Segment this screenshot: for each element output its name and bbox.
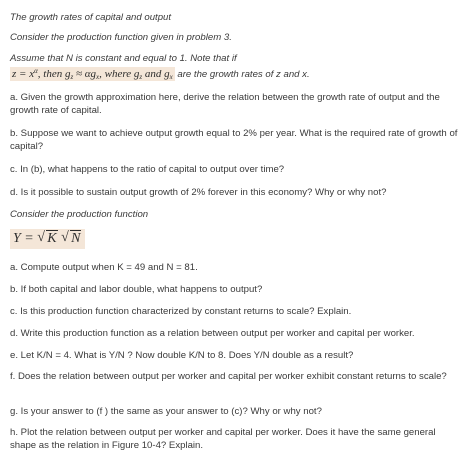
heading: The growth rates of capital and output (10, 12, 172, 23)
question-2b: b. If both capital and labor double, what happens to output? (10, 284, 263, 295)
intro-production-function: Consider the production function (10, 209, 149, 220)
growth-formula-line (10, 68, 458, 81)
question-2d: d. Write this production function as a relation between output per worker and capital per worker. (10, 328, 415, 339)
growth-formula-caption: are the growth rates of z and x. (177, 69, 310, 80)
growth-approximation-formula: $z = x^\alpha$, then $g_z \approx \alpha g_x$, where $g_z$ and $g_x$ (12, 67, 173, 81)
intro-paragraph: Consider the production function given in problem 3. (10, 32, 232, 43)
question-2e: e. Let K/N = 4. What is Y/N ? Now double K/N to 8. Does Y/N double as a result? (10, 350, 354, 361)
question-1d: d. Is it possible to sustain output growth of 2% forever in this economy? Why or why not? (10, 187, 387, 198)
assumption-text: Assume that N is constant and equal to 1. Note that if (10, 53, 237, 64)
question-2a: a. Compute output when K = 49 and N = 81. (10, 262, 198, 273)
question-1b: b. Suppose we want to achieve output growth equal to 2% per year. What is the required rate of growth of capital? (10, 128, 458, 152)
question-2f: f. Does the relation between output per worker and capital per worker exhibit constant returns to scale? (10, 371, 447, 382)
question-2h: h. Plot the relation between output per worker and capital per worker. Does it have the same general shape as the relation in Figure 10-4? Explain. (10, 427, 436, 451)
question-2c: c. Is this production function characterized by constant returns to scale? Explain. (10, 306, 352, 317)
question-1c: c. In (b), what happens to the ratio of capital to output over time? (10, 164, 285, 175)
question-2g: g. Is your answer to (f ) the same as your answer to (c)? Why or why not? (10, 406, 322, 417)
question-1a: a. Given the growth approximation here, derive the relation between the growth rate of output and the growth rate of capital. (10, 92, 440, 116)
production-function-formula: Y = √ K √ N (10, 229, 85, 249)
